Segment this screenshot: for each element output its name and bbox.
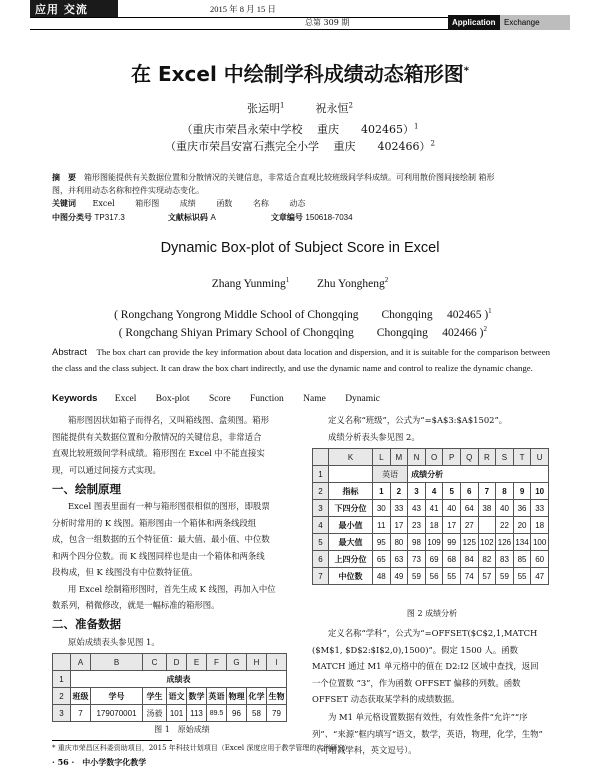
class-header: 5 [443, 483, 461, 500]
header-cell: 学生 [143, 688, 167, 705]
badge-application: Application [448, 15, 500, 30]
row-number: 3 [313, 500, 329, 517]
data-cell: 11 [373, 517, 391, 534]
indicator-label: 下四分位 [329, 500, 373, 517]
data-cell: 20 [513, 517, 531, 534]
figure-1-spreadsheet [52, 653, 287, 722]
row-number: 6 [313, 551, 329, 568]
issue-number: 总第 309 期 [305, 18, 350, 27]
data-cell: 101 [167, 705, 187, 722]
section-heading-2: 二、准备数据 [52, 617, 121, 631]
col-letter: T [513, 449, 531, 466]
col-letter: N [408, 449, 426, 466]
data-cell: 7 [71, 705, 91, 722]
class-header: 1 [373, 483, 391, 500]
data-cell: 99 [443, 534, 461, 551]
data-cell: 63 [390, 551, 408, 568]
page-number: · 56 · 中小学数字化教学 [52, 757, 147, 767]
header-cell: 班级 [71, 688, 91, 705]
data-cell: 33 [390, 500, 408, 517]
row-number: 1 [313, 466, 329, 483]
col-letter: L [373, 449, 391, 466]
data-cell: 96 [227, 705, 247, 722]
badge-exchange: Exchange [500, 15, 570, 30]
validation-paragraph: 为 M1 单元格设置数据有效性，有效性条件“允许”“序 列”、“来源”框内填写“语文，数学，英语，物理，化学，生物” （可增减学科，英文逗号）。 [312, 712, 543, 755]
data-cell: 33 [531, 500, 549, 517]
data-cell: 60 [531, 551, 549, 568]
subject-dropdown[interactable]: 英语 [373, 466, 408, 483]
header-cell: 生物 [267, 688, 287, 705]
col-letter: C [143, 654, 167, 671]
col-letter: G [227, 654, 247, 671]
col-letter: F [207, 654, 227, 671]
data-cell: 38 [478, 500, 496, 517]
class-header: 8 [496, 483, 514, 500]
col-letter: A [71, 654, 91, 671]
paper-title-cn: 在 Excel 中绘制学科成绩动态箱形图* [131, 62, 469, 86]
header-cell: 化学 [247, 688, 267, 705]
data-cell: 36 [513, 500, 531, 517]
authors-cn: 张运明$^1$ 祝永恒$^2$ [247, 101, 353, 115]
col-letter: D [167, 654, 187, 671]
abstract-cn: 摘 要 箱形图能提供有关数据位置和分散情况的关键信息，非常适合直观比较班级间学科成绩。可利用散价图间接绘制 箱形 图，并利用动态名称和控件实现动态变化。 [52, 172, 495, 195]
data-cell: 134 [513, 534, 531, 551]
footnote-rule [52, 740, 172, 741]
col-letter: B [91, 654, 143, 671]
data-cell: 68 [443, 551, 461, 568]
data-cell: 41 [425, 500, 443, 517]
data-cell: 汤毅 [143, 705, 167, 722]
data-cell: 79 [267, 705, 287, 722]
affiliation-en-2: ( Rongchang Shiyan Primary School of Chongqing Chongqing 402466 )$^2$ [118, 325, 488, 339]
data-cell: 55 [443, 568, 461, 585]
row-number: 3 [53, 705, 71, 722]
data-cell: 95 [373, 534, 391, 551]
data-cell: 48 [373, 568, 391, 585]
indicator-label: 中位数 [329, 568, 373, 585]
col-letter: P [443, 449, 461, 466]
data-cell: 59 [408, 568, 426, 585]
data-cell: 17 [443, 517, 461, 534]
col-letter: M [390, 449, 408, 466]
keywords-en: Keywords Excel Box-plot Score Function Name Dynamic [52, 393, 381, 404]
data-cell: 100 [531, 534, 549, 551]
class-header: 2 [390, 483, 408, 500]
data-cell: 40 [496, 500, 514, 517]
data-cell: 109 [425, 534, 443, 551]
row-number: 2 [313, 483, 329, 500]
data-cell: 125 [460, 534, 478, 551]
data-cell: 30 [373, 500, 391, 517]
data-cell: 23 [408, 517, 426, 534]
data-cell: 17 [390, 517, 408, 534]
row-number: 2 [53, 688, 71, 705]
empty-cell [329, 466, 373, 483]
col-letter: H [247, 654, 267, 671]
indicator-label: 上四分位 [329, 551, 373, 568]
indicator-label: 最大值 [329, 534, 373, 551]
data-cell: 57 [478, 568, 496, 585]
data-cell: 58 [247, 705, 267, 722]
analysis-title: 成绩分析 [408, 466, 549, 483]
data-cell: 49 [390, 568, 408, 585]
data-cell: 73 [408, 551, 426, 568]
data-cell: 64 [460, 500, 478, 517]
data-cell: 74 [460, 568, 478, 585]
class-header: 7 [478, 483, 496, 500]
data-cell: 56 [425, 568, 443, 585]
data-cell: 18 [425, 517, 443, 534]
data-cell: 22 [496, 517, 514, 534]
data-cell: 43 [408, 500, 426, 517]
data-cell [478, 517, 496, 534]
abstract-en: Abstract The box chart can provide the key information about data location and dispersion, and it is suitable for the comparison between the class and the class subject. It can draw the box chart indirectly, and use the dynamic name and control to realize the dynamic change. [52, 347, 551, 373]
row-number: 5 [313, 534, 329, 551]
sheet-title: 成绩表 [71, 671, 287, 688]
col-letter: Q [460, 449, 478, 466]
intro-paragraph: 箱形图因状如箱子而得名，又叫箱线图、盒须图。箱形 图能提供有关数据位置和分散情况的关键信息，非常适合 直观比较班级间学科成绩。箱形图在 Excel 中不能直接实 现，可以通过间接方式实现。 [52, 415, 269, 475]
class-header: 6 [460, 483, 478, 500]
class-header: 4 [425, 483, 443, 500]
col-letter: K [329, 449, 373, 466]
row-number: 4 [313, 517, 329, 534]
col-letter: R [478, 449, 496, 466]
class-header: 10 [531, 483, 549, 500]
figure-2-caption: 图 2 成绩分析 [406, 609, 458, 618]
indicator-header: 指标 [329, 483, 373, 500]
class-name-definition: 定义名称“班级”，公式为“=$A$3:$A$1502”。 成绩分析表头参见图 2。 [328, 415, 508, 442]
data-cell: 47 [531, 568, 549, 585]
data-cell: 113 [187, 705, 207, 722]
data-cell: 83 [496, 551, 514, 568]
figure-1-caption: 图 1 原始成绩 [154, 725, 210, 734]
data-cell: 40 [443, 500, 461, 517]
keywords-cn: 关键词 Excel 箱形图 成绩 函数 名称 动态 [52, 198, 306, 208]
paper-title-en: Dynamic Box-plot of Subject Score in Excel [160, 240, 440, 256]
header-cell: 学号 [91, 688, 143, 705]
data-cell: 82 [478, 551, 496, 568]
offset-formula-paragraph: 定义名称“学科”，公式为“=OFFSET($C$2,1,MATCH ($M$1, $D$2:$I$2,0),1500)”。假定 1500 人。函数 MATCH 通过 M1 单元格中的值在 D2:I2 区域中查找，返回 一个位置数 “3”，作为函数 OFFSET 偏移的列数。函数 OFFSET 动态获取某学科的成绩数据。 [312, 628, 539, 704]
issue-date: 2015 年 8 月 15 日 [210, 4, 276, 14]
data-cell: 18 [531, 517, 549, 534]
data-cell: 55 [513, 568, 531, 585]
section-label: 应用 交流 [30, 0, 118, 17]
footnote: * 重庆市荣昌区科委资助项目，2015 年科技计划项目（Excel 深度应用于教学管理的实例研究）。 [52, 744, 355, 752]
affiliation-cn-1: （重庆市荣昌永荣中学校 重庆 402465）$^1$ [181, 122, 419, 136]
row-number: 1 [53, 671, 71, 688]
header-cell: 数学 [187, 688, 207, 705]
data-cell: 84 [460, 551, 478, 568]
data-cell: 102 [478, 534, 496, 551]
header-cell: 英语 [207, 688, 227, 705]
corner-cell [53, 654, 71, 671]
data-cell: 65 [373, 551, 391, 568]
figure-2-spreadsheet [312, 448, 549, 585]
header-cell: 语文 [167, 688, 187, 705]
data-cell: 179070001 [91, 705, 143, 722]
corner-cell [313, 449, 329, 466]
indicator-label: 最小值 [329, 517, 373, 534]
class-header: 9 [513, 483, 531, 500]
col-letter: I [267, 654, 287, 671]
class-header: 3 [408, 483, 426, 500]
section-heading-1: 一、绘制原理 [52, 482, 121, 496]
principle-paragraph: Excel 图表里面有一种与箱形图很相似的图形，即股票 分析时常用的 K 线图。箱形图由一个箱体和两条线段组 成，包含一组数据的五个特征值：最大值、最小值、中位数 和两个四分位数。而 K 线图同样也是由一个箱体和两条线 段构成，但 K 线图没有中位数特征值。 用 Excel 绘制箱形图时，首先生成 K 线图，再加入中位 数系列，稍微修改，就是一幅标准的箱形图。 [52, 501, 276, 610]
data-cell: 69 [425, 551, 443, 568]
affiliation-en-1: ( Rongchang Yongrong Middle School of Chongqing Chongqing 402465 )$^1$ [114, 307, 492, 321]
col-letter: E [187, 654, 207, 671]
authors-en: Zhang Yunming$^1$ Zhu Yongheng$^2$ [211, 276, 389, 290]
data-cell: 27 [460, 517, 478, 534]
data-intro-line: 原始成绩表头参见图 1。 [68, 637, 160, 647]
data-cell: 59 [496, 568, 514, 585]
row-number: 7 [313, 568, 329, 585]
data-cell: 85 [513, 551, 531, 568]
affiliation-cn-2: （重庆市荣昌安富石燕完全小学 重庆 402466）$^2$ [165, 139, 435, 153]
data-cell: 98 [408, 534, 426, 551]
col-letter: S [496, 449, 514, 466]
data-cell: 126 [496, 534, 514, 551]
data-cell: 80 [390, 534, 408, 551]
header-cell: 物理 [227, 688, 247, 705]
col-letter: U [531, 449, 549, 466]
col-letter: O [425, 449, 443, 466]
classification-line: 中图分类号 TP317.3 文献标识码 A 文章编号 150618-7034 [52, 212, 353, 222]
data-cell: 89.5 [207, 705, 227, 722]
